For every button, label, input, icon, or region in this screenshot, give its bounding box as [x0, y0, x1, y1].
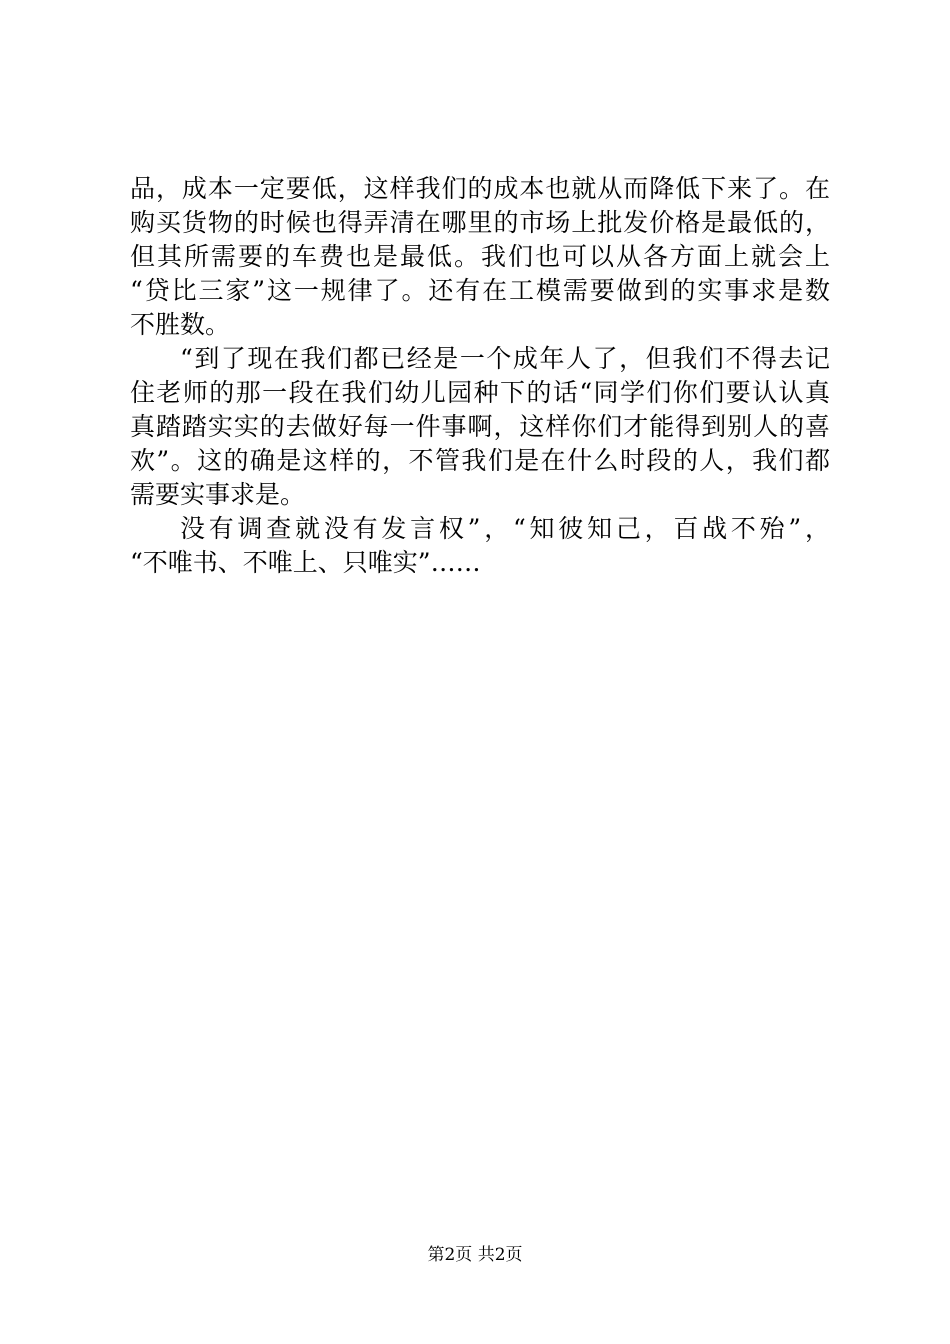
page-number-footer: 第2页 共2页 [427, 1245, 523, 1265]
text-line: “不唯书、不唯上、只唯实”…… [130, 548, 481, 577]
text-line: 需要实事求是。 [130, 480, 306, 509]
text-line: 没有调查就没有发言权”，“知彼知己，百战不殆”， [180, 514, 830, 543]
text-line: 但其所需要的车费也是最低。我们也可以从各方面上就会上 [130, 242, 830, 271]
paragraph-2 [130, 342, 830, 512]
text-line: 真踏踏实实的去做好每一件事啊，这样你们才能得到别人的喜 [130, 412, 830, 441]
text-line: 不胜数。 [130, 310, 231, 339]
text-line: 品，成本一定要低，这样我们的成本也就从而降低下来了。在 [130, 174, 830, 203]
text-line: 购买货物的时候也得弄清在哪里的市场上批发价格是最低的， [130, 208, 830, 237]
text-line: “到了现在我们都已经是一个成年人了，但我们不得去记 [180, 344, 830, 373]
text-line: “贷比三家”这一规律了。还有在工模需要做到的实事求是数 [130, 276, 830, 305]
paragraph-1 [130, 172, 830, 342]
paragraph-3 [130, 512, 830, 580]
document-body [130, 172, 830, 580]
text-line: 欢”。这的确是这样的，不管我们是在什么时段的人，我们都 [130, 446, 830, 475]
text-line: 住老师的那一段在我们幼儿园种下的话“同学们你们要认认真 [130, 378, 830, 407]
